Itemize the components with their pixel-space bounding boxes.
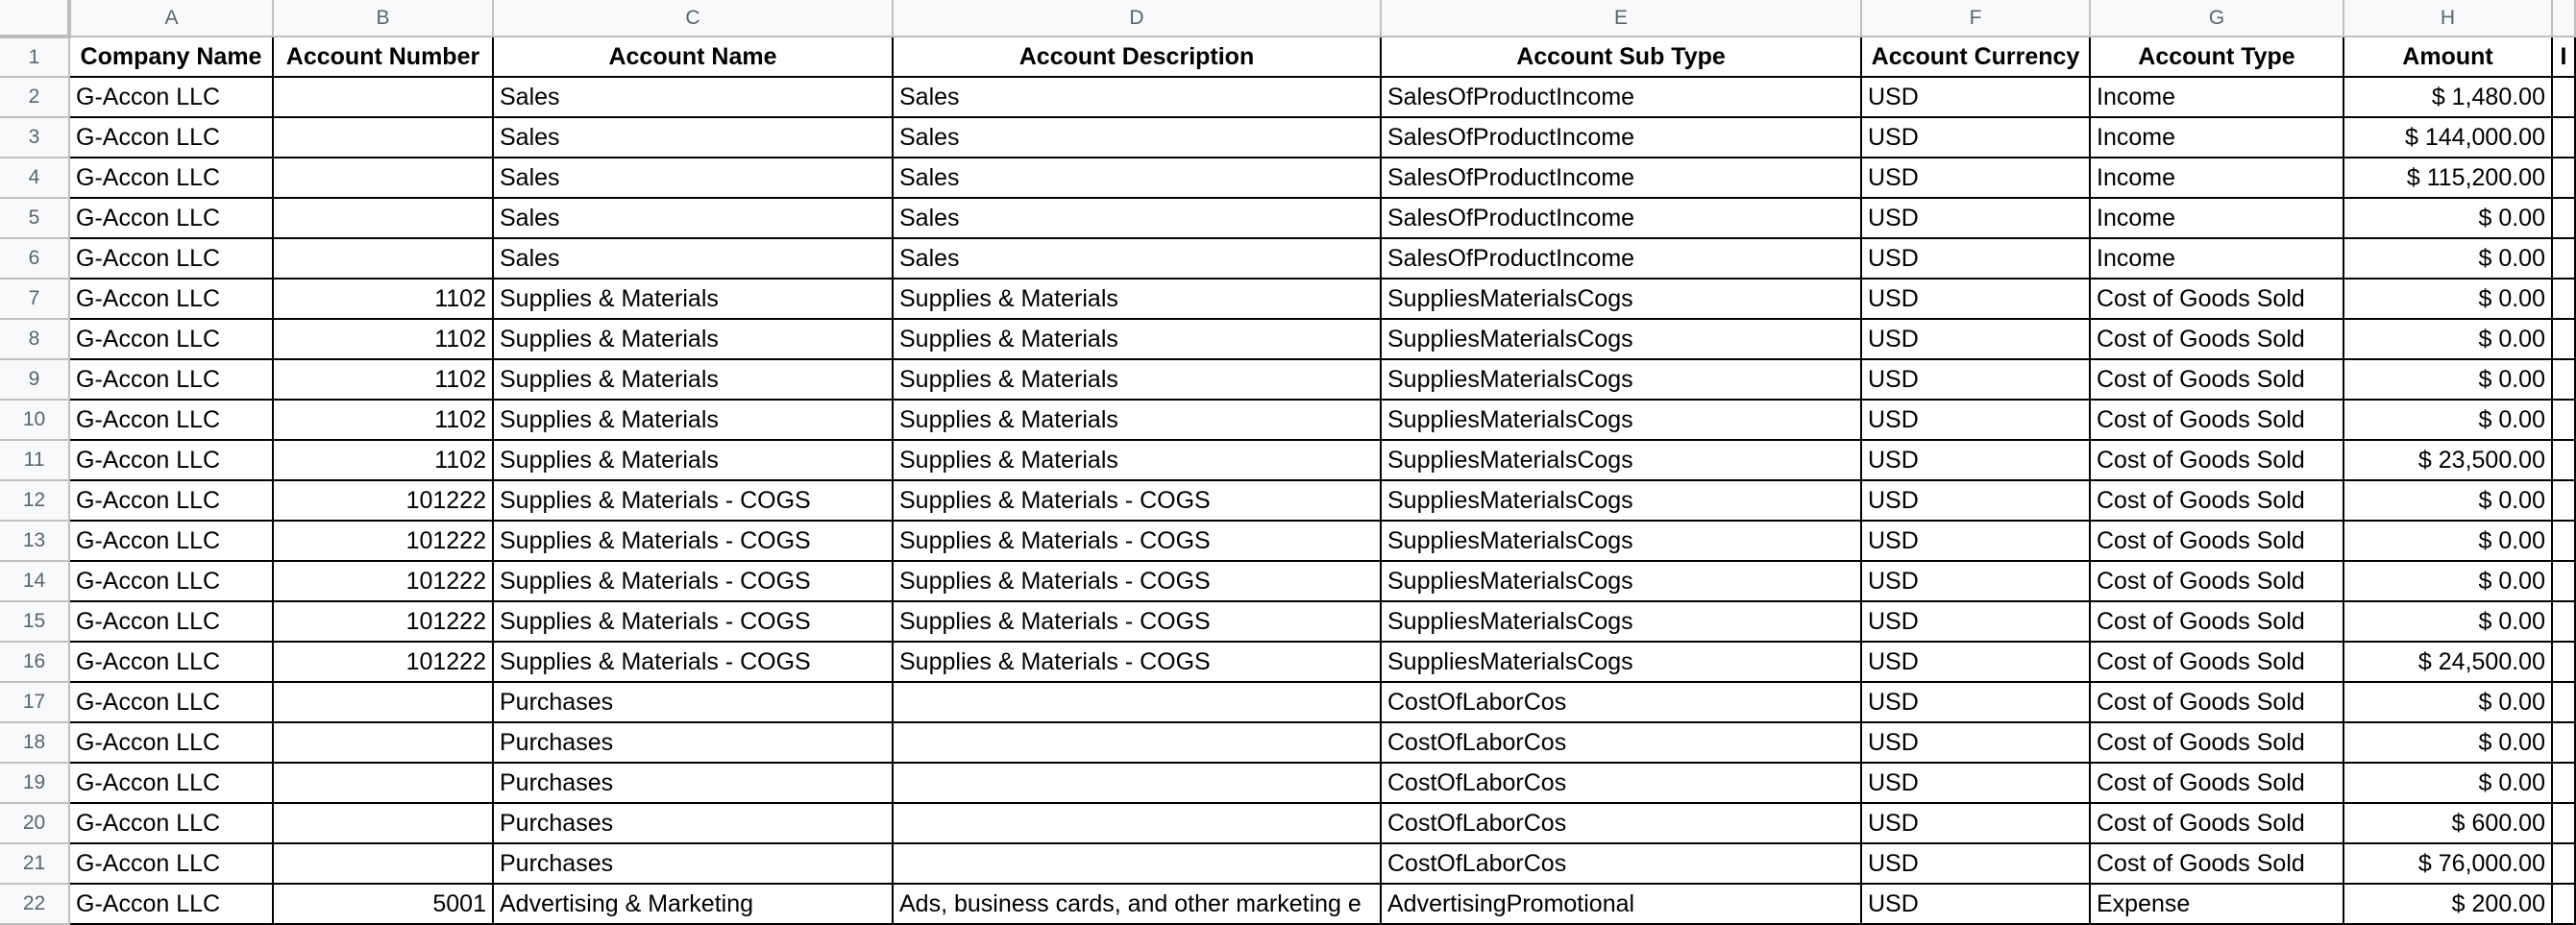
- cell-amount[interactable]: $ 0.00: [2343, 198, 2552, 238]
- cell-account-type[interactable]: Income: [2090, 198, 2343, 238]
- cell-company-name[interactable]: G-Accon LLC: [69, 803, 273, 843]
- table-row: [0, 803, 2575, 843]
- cell-column-i[interactable]: [2552, 359, 2575, 400]
- row-number[interactable]: 1: [0, 37, 69, 77]
- cell-account-name[interactable]: Supplies & Materials - COGS: [493, 521, 893, 561]
- cell-amount[interactable]: $ 0.00: [2343, 722, 2552, 763]
- cell-account-sub-type[interactable]: SuppliesMaterialsCogs: [1381, 521, 1861, 561]
- cell-column-i[interactable]: [2552, 117, 2575, 158]
- table-row: [0, 884, 2575, 924]
- cell-account-name[interactable]: Supplies & Materials - COGS: [493, 480, 893, 521]
- column-header-h[interactable]: H: [2343, 0, 2552, 37]
- cell-account-number[interactable]: 101222: [273, 601, 493, 642]
- cell-account-name[interactable]: Supplies & Materials: [493, 319, 893, 359]
- cell-account-description[interactable]: Sales: [893, 77, 1381, 117]
- cell-account-name[interactable]: Sales: [493, 77, 893, 117]
- table-row: [0, 359, 2575, 400]
- cell-account-type[interactable]: Cost of Goods Sold: [2090, 722, 2343, 763]
- cell-company-name[interactable]: G-Accon LLC: [69, 521, 273, 561]
- header-account-name[interactable]: Account Name: [493, 37, 893, 77]
- cell-amount[interactable]: $ 0.00: [2343, 521, 2552, 561]
- cell-column-i[interactable]: [2552, 642, 2575, 682]
- cell-account-number[interactable]: [273, 722, 493, 763]
- row-number[interactable]: 9: [0, 359, 69, 400]
- cell-account-description[interactable]: Supplies & Materials - COGS: [893, 601, 1381, 642]
- header-account-sub-type[interactable]: Account Sub Type: [1381, 37, 1861, 77]
- cell-account-number[interactable]: [273, 682, 493, 722]
- cell-account-name[interactable]: Supplies & Materials: [493, 279, 893, 319]
- cell-account-type[interactable]: Cost of Goods Sold: [2090, 561, 2343, 601]
- cell-account-number[interactable]: [273, 843, 493, 884]
- cell-account-name[interactable]: Advertising & Marketing: [493, 884, 893, 924]
- table-row: [0, 198, 2575, 238]
- cell-account-description[interactable]: Supplies & Materials - COGS: [893, 480, 1381, 521]
- row-number[interactable]: 5: [0, 198, 69, 238]
- cell-account-name[interactable]: Supplies & Materials - COGS: [493, 561, 893, 601]
- cell-account-currency[interactable]: USD: [1861, 843, 2090, 884]
- cell-account-type[interactable]: Cost of Goods Sold: [2090, 642, 2343, 682]
- cell-account-description[interactable]: [893, 843, 1381, 884]
- cell-column-i[interactable]: [2552, 480, 2575, 521]
- cell-account-description[interactable]: [893, 722, 1381, 763]
- cell-account-description[interactable]: Sales: [893, 238, 1381, 279]
- cell-account-sub-type[interactable]: SuppliesMaterialsCogs: [1381, 642, 1861, 682]
- table-row: [0, 279, 2575, 319]
- cell-account-number[interactable]: 1102: [273, 359, 493, 400]
- cell-account-type[interactable]: Cost of Goods Sold: [2090, 803, 2343, 843]
- cell-account-currency[interactable]: USD: [1861, 561, 2090, 601]
- row-number[interactable]: 14: [0, 561, 69, 601]
- cell-account-sub-type[interactable]: SalesOfProductIncome: [1381, 158, 1861, 198]
- table-row: [0, 158, 2575, 198]
- cell-account-name[interactable]: Sales: [493, 158, 893, 198]
- table-row: [0, 642, 2575, 682]
- table-header-row: [0, 37, 2575, 77]
- table-row: [0, 722, 2575, 763]
- cell-amount[interactable]: $ 0.00: [2343, 682, 2552, 722]
- cell-column-i[interactable]: [2552, 682, 2575, 722]
- cell-account-number[interactable]: 101222: [273, 521, 493, 561]
- row-number[interactable]: 18: [0, 722, 69, 763]
- header-account-currency[interactable]: Account Currency: [1861, 37, 2090, 77]
- cell-account-name[interactable]: Supplies & Materials - COGS: [493, 642, 893, 682]
- cell-company-name[interactable]: G-Accon LLC: [69, 601, 273, 642]
- row-number[interactable]: 2: [0, 77, 69, 117]
- row-number[interactable]: 8: [0, 319, 69, 359]
- cell-account-sub-type[interactable]: SuppliesMaterialsCogs: [1381, 601, 1861, 642]
- cell-account-type[interactable]: Income: [2090, 77, 2343, 117]
- cell-account-currency[interactable]: USD: [1861, 642, 2090, 682]
- column-header-e[interactable]: E: [1381, 0, 1861, 37]
- cell-account-number[interactable]: 1102: [273, 279, 493, 319]
- row-number[interactable]: 19: [0, 763, 69, 803]
- cell-amount[interactable]: $ 76,000.00: [2343, 843, 2552, 884]
- cell-company-name[interactable]: G-Accon LLC: [69, 359, 273, 400]
- row-number[interactable]: 15: [0, 601, 69, 642]
- cell-column-i[interactable]: [2552, 158, 2575, 198]
- header-amount[interactable]: Amount: [2343, 37, 2552, 77]
- cell-amount[interactable]: $ 115,200.00: [2343, 158, 2552, 198]
- cell-column-i[interactable]: [2552, 238, 2575, 279]
- cell-account-name[interactable]: Supplies & Materials: [493, 359, 893, 400]
- cell-amount[interactable]: $ 0.00: [2343, 319, 2552, 359]
- table-row: [0, 480, 2575, 521]
- cell-company-name[interactable]: G-Accon LLC: [69, 238, 273, 279]
- cell-account-type[interactable]: Cost of Goods Sold: [2090, 480, 2343, 521]
- cell-account-currency[interactable]: USD: [1861, 722, 2090, 763]
- table-row: [0, 561, 2575, 601]
- table-row: [0, 521, 2575, 561]
- cell-account-currency[interactable]: USD: [1861, 521, 2090, 561]
- row-number[interactable]: 7: [0, 279, 69, 319]
- row-number[interactable]: 20: [0, 803, 69, 843]
- cell-account-currency[interactable]: USD: [1861, 198, 2090, 238]
- cell-amount[interactable]: $ 0.00: [2343, 763, 2552, 803]
- cell-company-name[interactable]: G-Accon LLC: [69, 440, 273, 480]
- cell-company-name[interactable]: G-Accon LLC: [69, 682, 273, 722]
- cell-column-i[interactable]: [2552, 521, 2575, 561]
- row-number[interactable]: 22: [0, 884, 69, 924]
- cell-company-name[interactable]: G-Accon LLC: [69, 480, 273, 521]
- row-number[interactable]: 16: [0, 642, 69, 682]
- row-number[interactable]: 17: [0, 682, 69, 722]
- cell-account-name[interactable]: Sales: [493, 117, 893, 158]
- cell-column-i[interactable]: [2552, 319, 2575, 359]
- cell-account-sub-type[interactable]: SuppliesMaterialsCogs: [1381, 279, 1861, 319]
- cell-company-name[interactable]: G-Accon LLC: [69, 77, 273, 117]
- column-header-i[interactable]: [2552, 0, 2575, 37]
- table-row: [0, 682, 2575, 722]
- table-row: [0, 238, 2575, 279]
- cell-amount[interactable]: $ 0.00: [2343, 400, 2552, 440]
- row-number[interactable]: 4: [0, 158, 69, 198]
- cell-account-number[interactable]: 1102: [273, 319, 493, 359]
- column-header-g[interactable]: G: [2090, 0, 2343, 37]
- cell-account-number[interactable]: 5001: [273, 884, 493, 924]
- cell-account-name[interactable]: Purchases: [493, 722, 893, 763]
- cell-amount[interactable]: $ 0.00: [2343, 238, 2552, 279]
- cell-company-name[interactable]: G-Accon LLC: [69, 642, 273, 682]
- cell-account-currency[interactable]: USD: [1861, 803, 2090, 843]
- cell-account-name[interactable]: Supplies & Materials - COGS: [493, 601, 893, 642]
- cell-column-i[interactable]: [2552, 722, 2575, 763]
- cell-amount[interactable]: $ 600.00: [2343, 803, 2552, 843]
- cell-amount[interactable]: $ 0.00: [2343, 601, 2552, 642]
- cell-account-sub-type[interactable]: CostOfLaborCos: [1381, 763, 1861, 803]
- cell-account-name[interactable]: Supplies & Materials: [493, 400, 893, 440]
- cell-account-type[interactable]: Income: [2090, 158, 2343, 198]
- cell-account-number[interactable]: 1102: [273, 400, 493, 440]
- cell-account-sub-type[interactable]: SuppliesMaterialsCogs: [1381, 480, 1861, 521]
- cell-column-i[interactable]: [2552, 279, 2575, 319]
- cell-amount[interactable]: $ 0.00: [2343, 359, 2552, 400]
- cell-company-name[interactable]: G-Accon LLC: [69, 722, 273, 763]
- cell-company-name[interactable]: G-Accon LLC: [69, 158, 273, 198]
- row-number[interactable]: 11: [0, 440, 69, 480]
- table-row: [0, 400, 2575, 440]
- cell-account-description[interactable]: Supplies & Materials: [893, 440, 1381, 480]
- cell-account-name[interactable]: Sales: [493, 238, 893, 279]
- cell-company-name[interactable]: G-Accon LLC: [69, 400, 273, 440]
- cell-account-currency[interactable]: USD: [1861, 682, 2090, 722]
- cell-account-sub-type[interactable]: SuppliesMaterialsCogs: [1381, 440, 1861, 480]
- cell-column-i[interactable]: [2552, 884, 2575, 924]
- cell-column-i[interactable]: [2552, 400, 2575, 440]
- cell-account-type[interactable]: Cost of Goods Sold: [2090, 763, 2343, 803]
- cell-account-type[interactable]: Cost of Goods Sold: [2090, 319, 2343, 359]
- cell-account-sub-type[interactable]: CostOfLaborCos: [1381, 682, 1861, 722]
- cell-company-name[interactable]: G-Accon LLC: [69, 763, 273, 803]
- cell-account-type[interactable]: Cost of Goods Sold: [2090, 601, 2343, 642]
- cell-account-sub-type[interactable]: SalesOfProductIncome: [1381, 238, 1861, 279]
- cell-account-number[interactable]: [273, 77, 493, 117]
- cell-account-currency[interactable]: USD: [1861, 117, 2090, 158]
- cell-amount[interactable]: $ 0.00: [2343, 279, 2552, 319]
- cell-account-number[interactable]: 101222: [273, 561, 493, 601]
- cell-account-currency[interactable]: USD: [1861, 763, 2090, 803]
- column-header-a[interactable]: A: [69, 0, 273, 37]
- cell-company-name[interactable]: G-Accon LLC: [69, 561, 273, 601]
- cell-account-type[interactable]: Cost of Goods Sold: [2090, 440, 2343, 480]
- cell-account-currency[interactable]: USD: [1861, 359, 2090, 400]
- cell-account-number[interactable]: [273, 158, 493, 198]
- cell-account-description[interactable]: [893, 682, 1381, 722]
- cell-account-description[interactable]: [893, 763, 1381, 803]
- cell-account-description[interactable]: Ads, business cards, and other marketing e: [893, 884, 1381, 924]
- cell-column-i[interactable]: [2552, 803, 2575, 843]
- header-company-name[interactable]: Company Name: [69, 37, 273, 77]
- cell-account-sub-type[interactable]: AdvertisingPromotional: [1381, 884, 1861, 924]
- cell-account-description[interactable]: Sales: [893, 198, 1381, 238]
- cell-column-i[interactable]: [2552, 601, 2575, 642]
- cell-account-name[interactable]: Purchases: [493, 763, 893, 803]
- row-number[interactable]: 6: [0, 238, 69, 279]
- row-number[interactable]: 13: [0, 521, 69, 561]
- cell-account-description[interactable]: Supplies & Materials - COGS: [893, 642, 1381, 682]
- cell-account-sub-type[interactable]: SuppliesMaterialsCogs: [1381, 359, 1861, 400]
- cell-amount[interactable]: $ 1,480.00: [2343, 77, 2552, 117]
- cell-company-name[interactable]: G-Accon LLC: [69, 117, 273, 158]
- cell-account-description[interactable]: Supplies & Materials: [893, 279, 1381, 319]
- column-header-b[interactable]: B: [273, 0, 493, 37]
- row-number[interactable]: 12: [0, 480, 69, 521]
- cell-account-description[interactable]: Sales: [893, 117, 1381, 158]
- cell-account-number[interactable]: [273, 763, 493, 803]
- cell-account-type[interactable]: Cost of Goods Sold: [2090, 400, 2343, 440]
- cell-account-currency[interactable]: USD: [1861, 601, 2090, 642]
- cell-account-sub-type[interactable]: SuppliesMaterialsCogs: [1381, 561, 1861, 601]
- row-number[interactable]: 21: [0, 843, 69, 884]
- cell-account-currency[interactable]: USD: [1861, 440, 2090, 480]
- cell-account-type[interactable]: Cost of Goods Sold: [2090, 521, 2343, 561]
- column-header-c[interactable]: C: [493, 0, 893, 37]
- table-row: [0, 319, 2575, 359]
- cell-amount[interactable]: $ 200.00: [2343, 884, 2552, 924]
- cell-account-currency[interactable]: USD: [1861, 400, 2090, 440]
- cell-column-i[interactable]: [2552, 763, 2575, 803]
- table-row: [0, 763, 2575, 803]
- cell-account-number[interactable]: [273, 117, 493, 158]
- cell-column-i[interactable]: [2552, 77, 2575, 117]
- cell-company-name[interactable]: G-Accon LLC: [69, 279, 273, 319]
- cell-account-type[interactable]: Income: [2090, 117, 2343, 158]
- cell-account-sub-type[interactable]: CostOfLaborCos: [1381, 722, 1861, 763]
- cell-account-type[interactable]: Expense: [2090, 884, 2343, 924]
- cell-account-currency[interactable]: USD: [1861, 279, 2090, 319]
- cell-account-type[interactable]: Cost of Goods Sold: [2090, 279, 2343, 319]
- cell-account-currency[interactable]: USD: [1861, 77, 2090, 117]
- cell-account-sub-type[interactable]: SalesOfProductIncome: [1381, 77, 1861, 117]
- cell-account-type[interactable]: Cost of Goods Sold: [2090, 682, 2343, 722]
- cell-account-number[interactable]: [273, 803, 493, 843]
- table-row: [0, 440, 2575, 480]
- cell-account-type[interactable]: Cost of Goods Sold: [2090, 843, 2343, 884]
- cell-account-sub-type[interactable]: SuppliesMaterialsCogs: [1381, 400, 1861, 440]
- column-header-row: [0, 0, 2575, 37]
- cell-company-name[interactable]: G-Accon LLC: [69, 884, 273, 924]
- column-header-d[interactable]: D: [893, 0, 1381, 37]
- cell-account-description[interactable]: [893, 803, 1381, 843]
- cell-amount[interactable]: $ 144,000.00: [2343, 117, 2552, 158]
- table-row: [0, 843, 2575, 884]
- cell-account-number[interactable]: 101222: [273, 642, 493, 682]
- cell-amount[interactable]: $ 23,500.00: [2343, 440, 2552, 480]
- header-next-column-fragment[interactable]: I: [2552, 37, 2575, 77]
- header-account-number[interactable]: Account Number: [273, 37, 493, 77]
- cell-company-name[interactable]: G-Accon LLC: [69, 198, 273, 238]
- cell-account-type[interactable]: Cost of Goods Sold: [2090, 359, 2343, 400]
- cell-account-currency[interactable]: USD: [1861, 884, 2090, 924]
- cell-account-sub-type[interactable]: CostOfLaborCos: [1381, 803, 1861, 843]
- cell-amount[interactable]: $ 24,500.00: [2343, 642, 2552, 682]
- cell-account-number[interactable]: [273, 238, 493, 279]
- cell-account-currency[interactable]: USD: [1861, 238, 2090, 279]
- cell-amount[interactable]: $ 0.00: [2343, 480, 2552, 521]
- table-row: [0, 601, 2575, 642]
- cell-company-name[interactable]: G-Accon LLC: [69, 319, 273, 359]
- cell-account-sub-type[interactable]: SalesOfProductIncome: [1381, 198, 1861, 238]
- cell-company-name[interactable]: G-Accon LLC: [69, 843, 273, 884]
- table-row: [0, 117, 2575, 158]
- cell-column-i[interactable]: [2552, 440, 2575, 480]
- cell-column-i[interactable]: [2552, 843, 2575, 884]
- cell-account-sub-type[interactable]: SalesOfProductIncome: [1381, 117, 1861, 158]
- cell-account-sub-type[interactable]: SuppliesMaterialsCogs: [1381, 319, 1861, 359]
- row-number[interactable]: 3: [0, 117, 69, 158]
- cell-column-i[interactable]: [2552, 561, 2575, 601]
- cell-account-currency[interactable]: USD: [1861, 158, 2090, 198]
- cell-account-currency[interactable]: USD: [1861, 319, 2090, 359]
- cell-account-number[interactable]: 101222: [273, 480, 493, 521]
- cell-account-description[interactable]: Supplies & Materials: [893, 400, 1381, 440]
- cell-account-description[interactable]: Supplies & Materials: [893, 359, 1381, 400]
- cell-account-name[interactable]: Purchases: [493, 682, 893, 722]
- select-all-corner[interactable]: [0, 0, 69, 37]
- header-account-description[interactable]: Account Description: [893, 37, 1381, 77]
- cell-account-description[interactable]: Supplies & Materials: [893, 319, 1381, 359]
- row-number[interactable]: 10: [0, 400, 69, 440]
- cell-account-description[interactable]: Sales: [893, 158, 1381, 198]
- cell-account-name[interactable]: Sales: [493, 198, 893, 238]
- column-header-f[interactable]: F: [1861, 0, 2090, 37]
- cell-amount[interactable]: $ 0.00: [2343, 561, 2552, 601]
- cell-account-number[interactable]: [273, 198, 493, 238]
- table-row: [0, 77, 2575, 117]
- cell-account-number[interactable]: 1102: [273, 440, 493, 480]
- cell-account-type[interactable]: Income: [2090, 238, 2343, 279]
- cell-account-name[interactable]: Purchases: [493, 843, 893, 884]
- header-account-type[interactable]: Account Type: [2090, 37, 2343, 77]
- cell-account-description[interactable]: Supplies & Materials - COGS: [893, 561, 1381, 601]
- cell-account-name[interactable]: Purchases: [493, 803, 893, 843]
- cell-account-currency[interactable]: USD: [1861, 480, 2090, 521]
- cell-column-i[interactable]: [2552, 198, 2575, 238]
- cell-account-name[interactable]: Supplies & Materials: [493, 440, 893, 480]
- cell-account-sub-type[interactable]: CostOfLaborCos: [1381, 843, 1861, 884]
- cell-account-description[interactable]: Supplies & Materials - COGS: [893, 521, 1381, 561]
